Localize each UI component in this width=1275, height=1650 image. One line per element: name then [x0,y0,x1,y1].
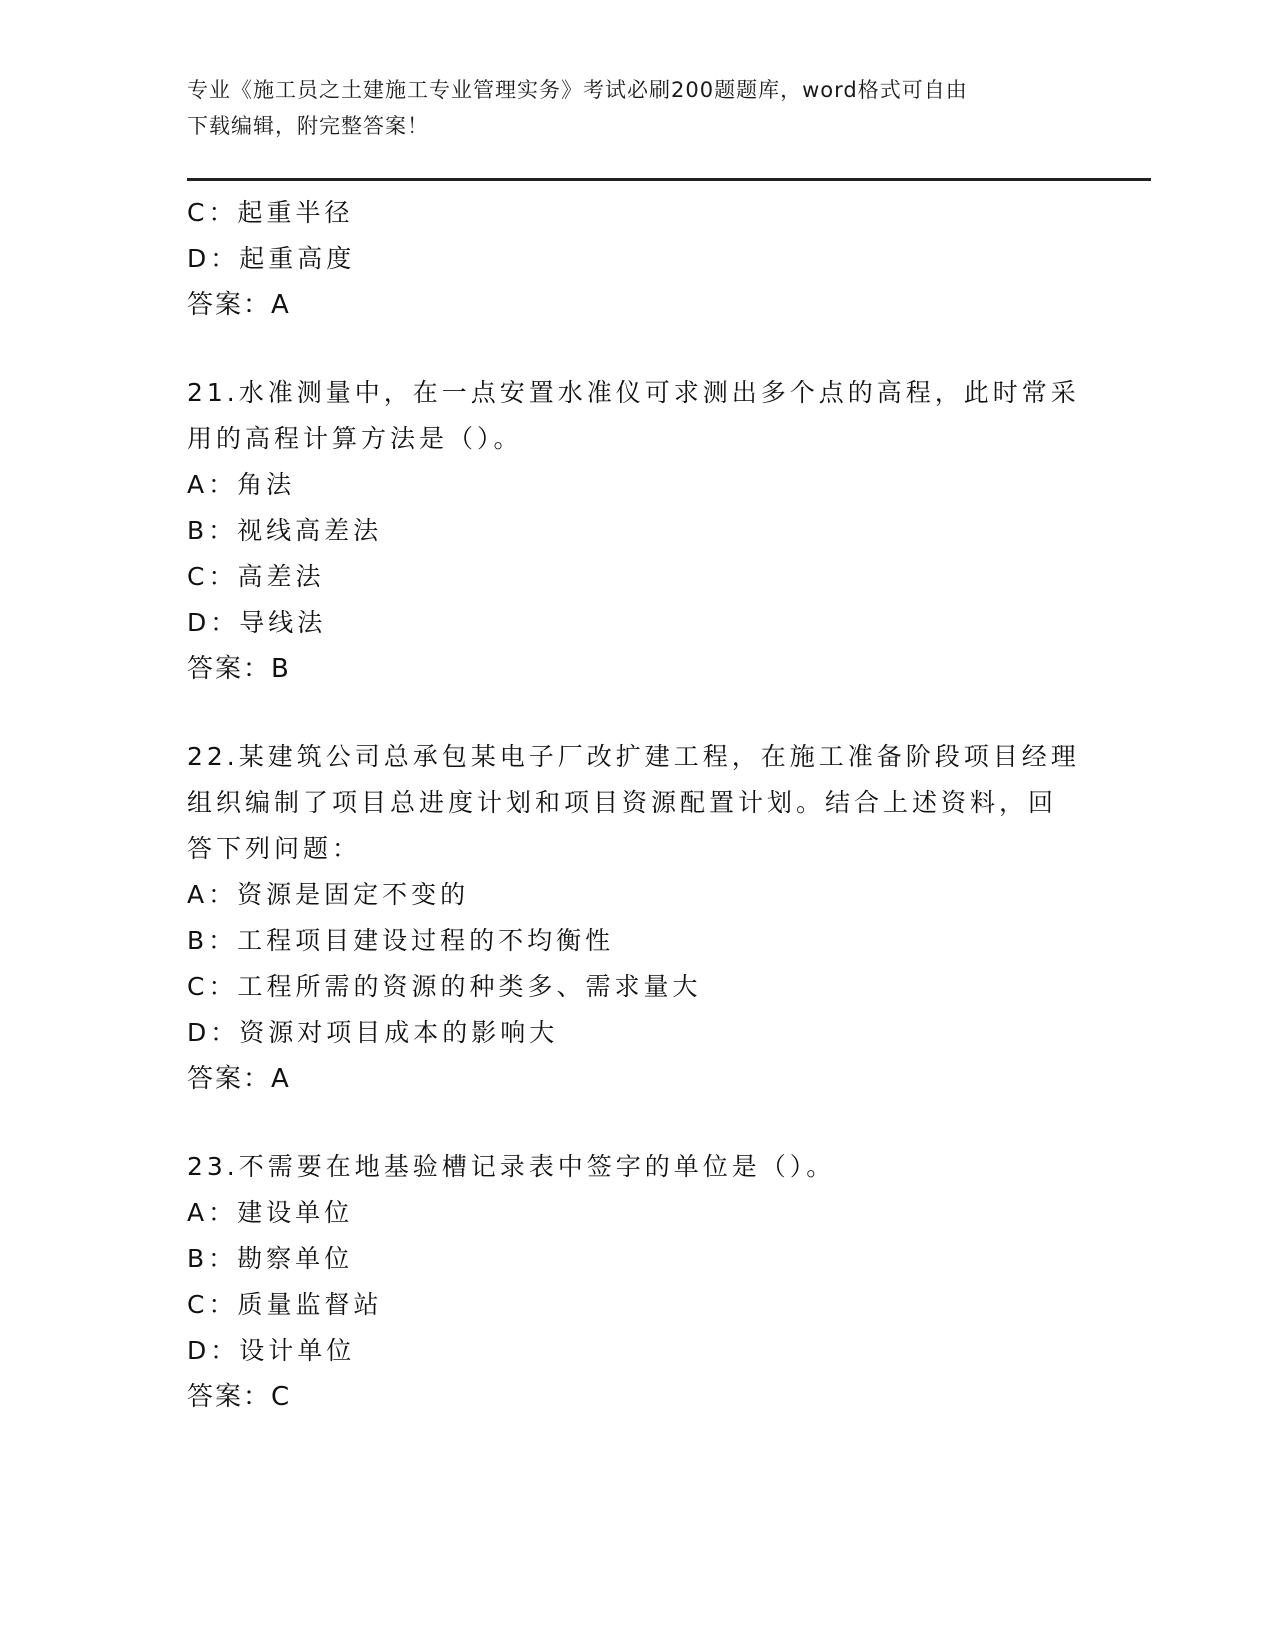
question-stem: 23.不需要在地基验槽记录表中签字的单位是（）。 [187,1152,836,1181]
question-22 [187,734,1087,1102]
header-title-line1: 专业《施工员之土建施工专业管理实务》考试必刷200题题库，word格式可自由 [187,78,968,102]
page-header [187,72,1087,144]
question-stem: 21.水准测量中，在一点安置水准仪可求测出多个点的高程，此时常采 [187,378,1080,407]
option-a: A：建设单位 [187,1198,354,1227]
header-divider [187,178,1151,181]
answer: 答案：A [187,1064,291,1094]
question-stem: 用的高程计算方法是（）。 [187,424,523,453]
option-b: B：勘察单位 [187,1244,354,1273]
question-23 [187,1144,1087,1420]
option-b: B：视线高差法 [187,516,383,545]
option-c: C：工程所需的资源的种类多、需求量大 [187,972,702,1001]
header-title-line2: 下载编辑，附完整答案！ [187,114,429,138]
spacer [187,328,1087,370]
option-c: C：高差法 [187,562,325,591]
question-20-tail [187,190,1087,328]
answer: 答案：A [187,290,291,320]
question-21 [187,370,1087,692]
option-d: D：设计单位 [187,1336,356,1365]
answer: 答案：C [187,1382,292,1412]
spacer [187,1102,1087,1144]
question-stem: 答下列问题： [187,834,362,863]
question-stem: 组织编制了项目总进度计划和项目资源配置计划。结合上述资料，回 [187,788,1058,817]
option-a: A：资源是固定不变的 [187,880,470,909]
option-d: D：起重高度 [187,244,356,273]
option-d: D：导线法 [187,608,327,637]
question-stem: 22.某建筑公司总承包某电子厂改扩建工程，在施工准备阶段项目经理 [187,742,1080,771]
option-c: C：起重半径 [187,198,354,227]
document-body [187,190,1087,1420]
option-b: B：工程项目建设过程的不均衡性 [187,926,615,955]
spacer [187,692,1087,734]
answer: 答案：B [187,654,291,684]
option-a: A：角法 [187,470,296,499]
option-d: D：资源对项目成本的影响大 [187,1018,559,1047]
option-c: C：质量监督站 [187,1290,383,1319]
